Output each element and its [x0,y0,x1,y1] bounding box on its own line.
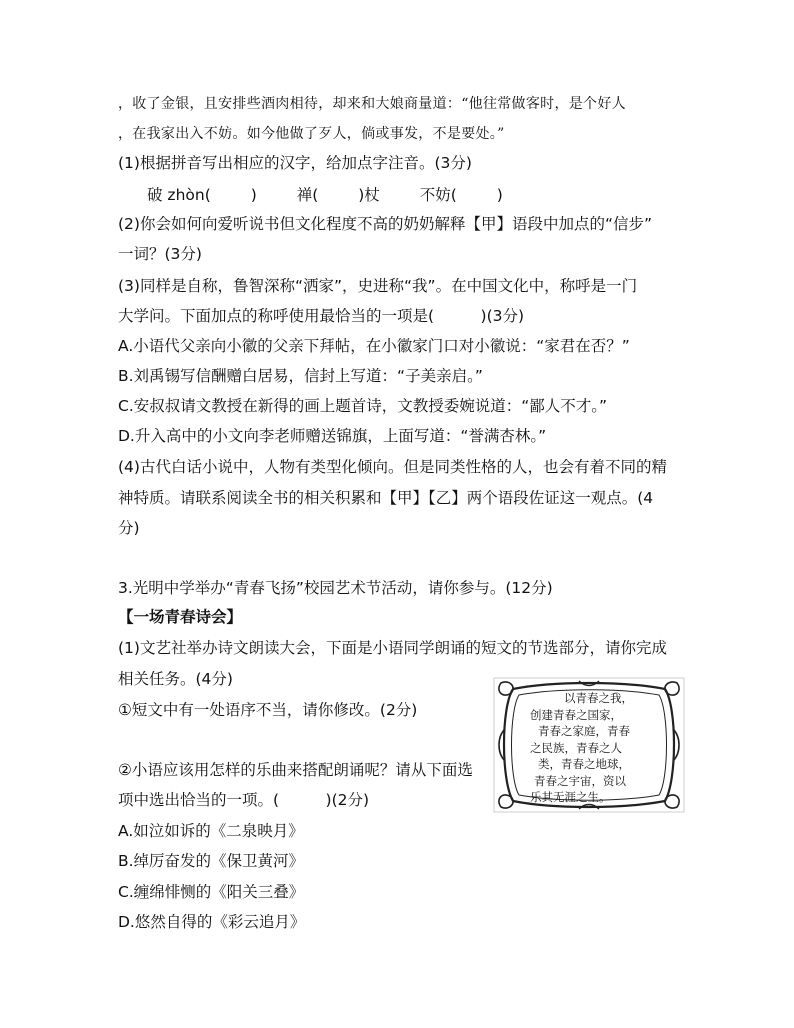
question-1: (1)根据拼音写出相应的汉字，给加点字注音。(3分) [118,154,472,172]
passage-line-2: ，在我家出入不妨。如今他做了歹人，倘或事发，不是要处。” [118,126,505,142]
question-2-line-1: (2)你会如何向爱听说书但文化程度不高的奶奶解释【甲】语段中加点的“信步” [118,215,653,233]
question-4-line-2: 神特质。请联系阅读全书的相关积累和【甲】【乙】两个语段佐证这一观点。(4 [118,489,654,507]
section-3-task-line-2: 相关任务。(4分) [118,670,233,688]
section-3-title: 3.光明中学举办“青春飞扬”校园艺术节活动，请你参与。(12分) [118,579,553,597]
question-3-option-a: A.小语代父亲向小徽的父亲下拜帖，在小徽家门口对小徽说：“家君在否？” [118,337,630,355]
item-2-pre: 禅( [296,186,319,204]
passage-line-1: ，收了金银，且安排些酒肉相待，却来和大娘商量道：“他往常做客时，是个好人 [118,96,626,112]
item-2-post: )杖 [358,186,380,204]
poem-line: 青春之宇宙，资以 [534,773,626,788]
section-3-task-line-1: (1)文艺社举办诗文朗读大会，下面是小语同学朗诵的短文的节选部分，请你完成 [118,639,667,657]
section-3-option-a: A.如泣如诉的《二泉映月》 [118,822,304,840]
section-3-option-d: D.悠然自得的《彩云追月》 [118,913,306,931]
poem-line: 类，青春之地球， [538,757,630,771]
item-1-pre: 破 zhòn( [147,186,211,204]
item-3-pre: 不妨( [419,186,457,204]
question-3-line-1: (3)同样是自称，鲁智深称“洒家”，史进称“我”。在中国文化中，称呼是一门 [118,277,638,295]
section-3-sub-2-line-1: ②小语应该用怎样的乐曲来搭配朗诵呢？请从下面选 [118,761,473,779]
question-3-line-2: 大学问。下面加点的称呼使用最恰当的一项是( )(3分) [118,307,525,325]
poem-line: 青春之家庭，青春 [538,724,630,738]
question-4-line-1: (4)古代白话小说中，人物有类型化倾向。但是同类性格的人，也会有着不同的精 [118,458,667,476]
section-3-sub-2-line-2: 项中选出恰当的一项。( )(2分) [118,791,370,809]
question-2-line-2: 一词？(3分) [118,245,202,263]
item-3-post: ) [496,186,503,204]
poem-line: 创建青春之国家， [530,707,622,722]
section-3-heading: 【一场青春诗会】 [118,608,243,626]
section-3-sub-1: ①短文中有一处语序不当，请你修改。(2分) [118,701,418,719]
poem-line: 以青春之我， [564,691,633,705]
poem-line: 乐其无涯之生。 [530,790,611,804]
section-3-option-b: B.绰厉奋发的《保卫黄河》 [118,852,305,870]
question-4-line-3: 分) [118,519,140,537]
question-1-items [147,185,503,205]
poem-text [530,690,670,806]
question-3-option-c: C.安叔叔请文教授在新得的画上题首诗，文教授委婉说道：“鄙人不才。” [118,397,608,415]
section-3-option-c: C.缠绵悱恻的《阳关三叠》 [118,883,305,901]
poem-line: 之民族，青春之人 [530,740,622,755]
question-3-option-b: B.刘禹锡写信酬赠白居易，信封上写道：“子美亲启。” [118,367,483,385]
question-3-option-d: D.升入高中的小文向李老师赠送锦旗，上面写道：“誉满杏林。” [118,427,547,445]
item-1-post: ) [250,186,257,204]
